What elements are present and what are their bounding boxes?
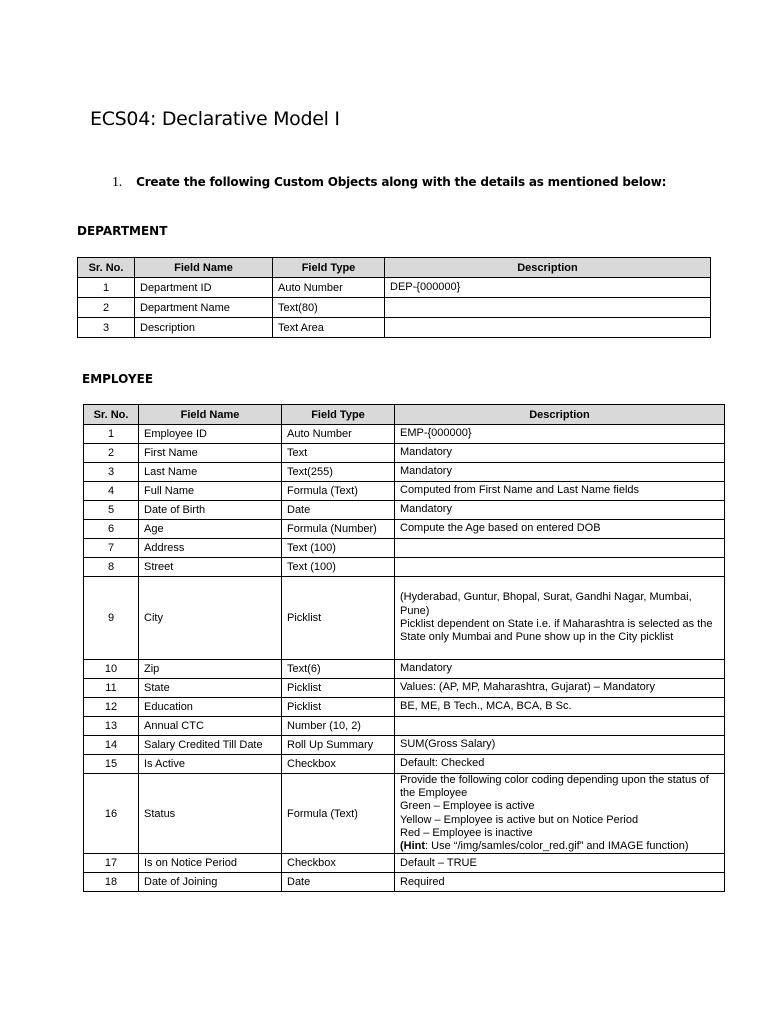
field-name-cell: City xyxy=(139,577,282,660)
instruction-text: Create the following Custom Objects along with the details as mentioned below: xyxy=(136,175,667,189)
field-type-cell: Formula (Text) xyxy=(282,774,395,854)
description-cell xyxy=(395,539,725,558)
sr-no-cell: 14 xyxy=(84,736,139,755)
field-type-cell: Checkbox xyxy=(282,854,395,873)
table-row xyxy=(84,558,725,577)
instruction-number: 1. xyxy=(112,175,123,190)
field-name-cell: Is Active xyxy=(139,755,282,774)
field-name-cell: Employee ID xyxy=(139,425,282,444)
sr-no-cell: 8 xyxy=(84,558,139,577)
field-name-cell: First Name xyxy=(139,444,282,463)
table-row xyxy=(84,463,725,482)
table-row xyxy=(84,577,725,660)
department-heading: DEPARTMENT xyxy=(77,224,168,238)
department-table xyxy=(77,257,711,338)
sr-no-cell: 10 xyxy=(84,660,139,679)
field-type-cell: Auto Number xyxy=(282,425,395,444)
field-type-cell: Formula (Text) xyxy=(282,482,395,501)
description-cell: DEP-{000000} xyxy=(385,278,711,298)
field-type-cell: Text xyxy=(282,444,395,463)
table-row xyxy=(84,425,725,444)
field-type-cell: Text (100) xyxy=(282,539,395,558)
field-type-cell: Checkbox xyxy=(282,755,395,774)
table-header-row xyxy=(78,258,711,278)
description-cell: Mandatory xyxy=(395,463,725,482)
sr-no-cell: 1 xyxy=(78,278,135,298)
sr-no-cell: 12 xyxy=(84,698,139,717)
table-row xyxy=(84,854,725,873)
table-row xyxy=(84,755,725,774)
sr-no-cell: 11 xyxy=(84,679,139,698)
sr-no-cell: 5 xyxy=(84,501,139,520)
column-header: Field Name xyxy=(135,258,273,278)
description-cell: EMP-{000000} xyxy=(395,425,725,444)
employee-table xyxy=(83,404,725,892)
description-cell: Required xyxy=(395,873,725,892)
table-row xyxy=(84,539,725,558)
field-name-cell: Annual CTC xyxy=(139,717,282,736)
hint-label: (Hint xyxy=(400,840,426,853)
sr-no-cell: 13 xyxy=(84,717,139,736)
table-header-row xyxy=(84,405,725,425)
field-type-cell: Number (10, 2) xyxy=(282,717,395,736)
sr-no-cell: 15 xyxy=(84,755,139,774)
field-type-cell: Picklist xyxy=(282,679,395,698)
field-name-cell: Department Name xyxy=(135,298,273,318)
field-name-cell: Zip xyxy=(139,660,282,679)
field-type-cell: Formula (Number) xyxy=(282,520,395,539)
field-type-cell: Picklist xyxy=(282,698,395,717)
field-name-cell: Full Name xyxy=(139,482,282,501)
sr-no-cell: 4 xyxy=(84,482,139,501)
employee-heading: EMPLOYEE xyxy=(82,372,154,386)
sr-no-cell: 3 xyxy=(78,318,135,338)
page-title: ECS04: Declarative Model I xyxy=(90,108,340,130)
field-name-cell: Last Name xyxy=(139,463,282,482)
description-cell xyxy=(385,318,711,338)
table-row xyxy=(84,482,725,501)
description-cell: SUM(Gross Salary) xyxy=(395,736,725,755)
description-text: Provide the following color coding depending upon the status of the Employee Green – Employee is active Yellow – Employee is active but on Notice Period Red – Employee is inactive xyxy=(400,774,709,839)
field-type-cell: Roll Up Summary xyxy=(282,736,395,755)
table-row xyxy=(78,278,711,298)
sr-no-cell: 16 xyxy=(84,774,139,854)
description-cell: Compute the Age based on entered DOB xyxy=(395,520,725,539)
table-row xyxy=(84,501,725,520)
hint-text: : Use “/img/samles/color_red.gif” and IMAGE function) xyxy=(425,840,689,853)
table-row xyxy=(84,873,725,892)
field-type-cell: Date xyxy=(282,501,395,520)
description-cell: Default – TRUE xyxy=(395,854,725,873)
sr-no-cell: 1 xyxy=(84,425,139,444)
field-name-cell: State xyxy=(139,679,282,698)
field-name-cell: Address xyxy=(139,539,282,558)
column-header: Field Type xyxy=(273,258,385,278)
field-type-cell: Auto Number xyxy=(273,278,385,298)
field-name-cell: Status xyxy=(139,774,282,854)
column-header: Description xyxy=(395,405,725,425)
table-row xyxy=(84,520,725,539)
description-cell xyxy=(395,774,725,854)
table-row xyxy=(78,318,711,338)
field-name-cell: Department ID xyxy=(135,278,273,298)
sr-no-cell: 9 xyxy=(84,577,139,660)
column-header: Field Type xyxy=(282,405,395,425)
sr-no-cell: 18 xyxy=(84,873,139,892)
table-row xyxy=(84,717,725,736)
column-header: Sr. No. xyxy=(84,405,139,425)
table-row xyxy=(84,679,725,698)
sr-no-cell: 6 xyxy=(84,520,139,539)
table-row xyxy=(84,736,725,755)
description-cell: Mandatory xyxy=(395,660,725,679)
field-type-cell: Text(6) xyxy=(282,660,395,679)
field-name-cell: Salary Credited Till Date xyxy=(139,736,282,755)
field-type-cell: Text Area xyxy=(273,318,385,338)
sr-no-cell: 7 xyxy=(84,539,139,558)
field-name-cell: Description xyxy=(135,318,273,338)
description-cell: Default: Checked xyxy=(395,755,725,774)
table-row xyxy=(78,298,711,318)
field-name-cell: Date of Joining xyxy=(139,873,282,892)
field-name-cell: Is on Notice Period xyxy=(139,854,282,873)
field-type-cell: Picklist xyxy=(282,577,395,660)
sr-no-cell: 3 xyxy=(84,463,139,482)
column-header: Field Name xyxy=(139,405,282,425)
column-header: Sr. No. xyxy=(78,258,135,278)
column-header: Description xyxy=(385,258,711,278)
field-type-cell: Date xyxy=(282,873,395,892)
table-row xyxy=(84,774,725,854)
description-cell: Mandatory xyxy=(395,444,725,463)
table-row xyxy=(84,444,725,463)
description-cell xyxy=(395,717,725,736)
field-name-cell: Street xyxy=(139,558,282,577)
description-cell: (Hyderabad, Guntur, Bhopal, Surat, Gandhi Nagar, Mumbai, Pune) Picklist dependent on State i.e. if Maharashtra is selected as the State only Mumbai and Pune show up in the City picklist xyxy=(395,577,725,660)
sr-no-cell: 2 xyxy=(78,298,135,318)
description-cell: Mandatory xyxy=(395,501,725,520)
description-cell xyxy=(395,558,725,577)
field-type-cell: Text(80) xyxy=(273,298,385,318)
description-cell: Computed from First Name and Last Name fields xyxy=(395,482,725,501)
table-row xyxy=(84,698,725,717)
field-type-cell: Text (100) xyxy=(282,558,395,577)
field-name-cell: Date of Birth xyxy=(139,501,282,520)
field-type-cell: Text(255) xyxy=(282,463,395,482)
field-name-cell: Education xyxy=(139,698,282,717)
field-name-cell: Age xyxy=(139,520,282,539)
instruction xyxy=(112,175,666,191)
description-cell xyxy=(385,298,711,318)
sr-no-cell: 17 xyxy=(84,854,139,873)
description-cell: Values: (AP, MP, Maharashtra, Gujarat) – Mandatory xyxy=(395,679,725,698)
table-row xyxy=(84,660,725,679)
description-cell: BE, ME, B Tech., MCA, BCA, B Sc. xyxy=(395,698,725,717)
sr-no-cell: 2 xyxy=(84,444,139,463)
